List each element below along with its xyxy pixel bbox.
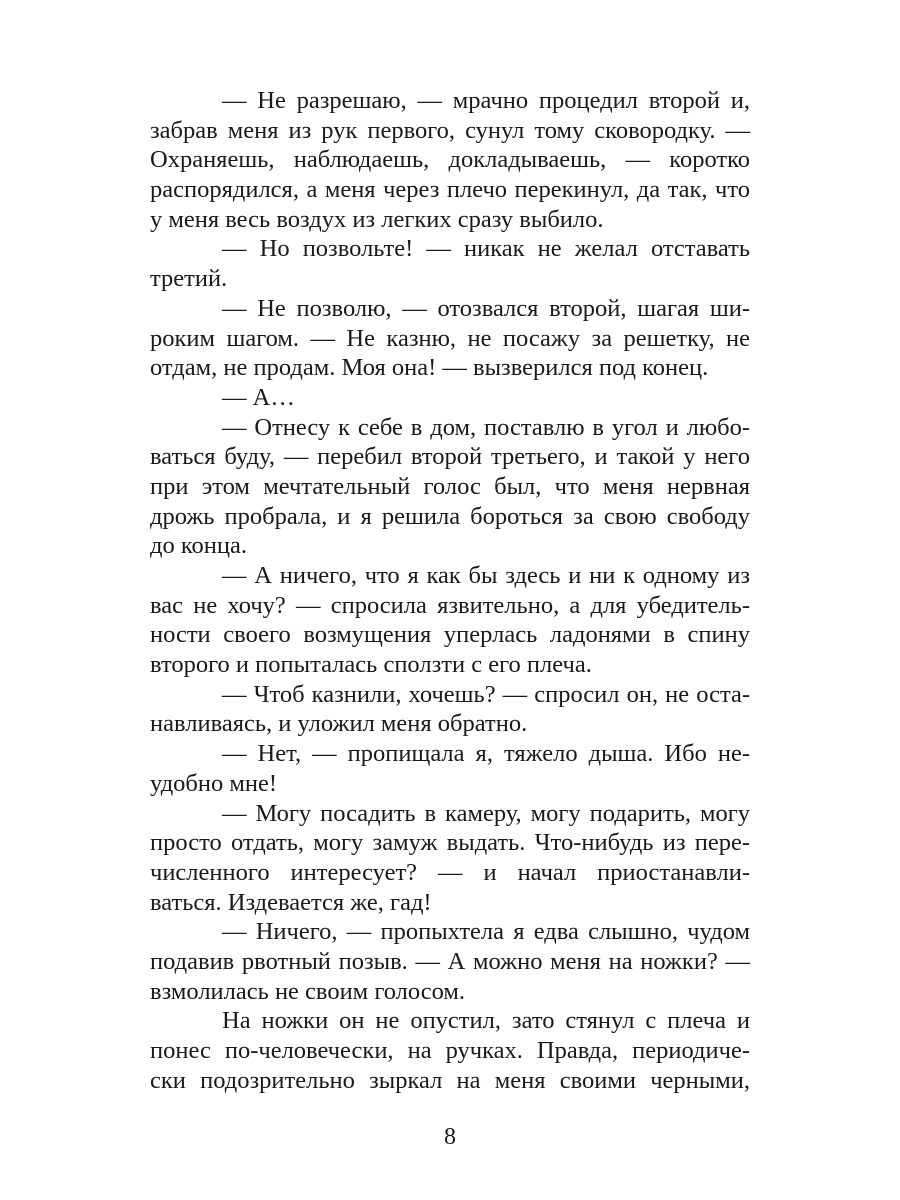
text-line: удобно мне! (150, 769, 278, 797)
text-line: забрав меня из рук первого, сунул тому сковородку. — (150, 116, 750, 144)
text-line: дрожь пробрала, и я решила бороться за свою свободу (150, 502, 750, 530)
text-line: — А… (222, 383, 295, 411)
text-line: На ножки он не опустил, зато стянул с плеча и (222, 1007, 750, 1035)
text-line: у меня весь воздух из легких сразу выбило. (150, 205, 604, 233)
text-line: — А ничего, что я как бы здесь и ни к одному из (222, 562, 750, 589)
text-line: до конца. (150, 532, 247, 560)
text-line: ски подозрительно зыркал на меня своими черными, (150, 1066, 750, 1094)
text-line: — Отнесу к себе в дом, поставлю в угол и любо- (222, 413, 750, 441)
text-line: — Не разрешаю, — мрачно процедил второй и, (222, 87, 750, 114)
text-line: понес по-человечески, на ручках. Правда, периодиче- (150, 1037, 750, 1064)
text-line: численного интересует? — и начал приостанавли- (150, 858, 750, 886)
text-line: роким шагом. — Не казню, не посажу за решетку, не (150, 324, 750, 352)
text-line: — Могу посадить в камеру, могу подарить, могу (222, 799, 750, 827)
text-line: ности своего возмущения уперлась ладонями в спину (150, 621, 750, 649)
text-line: ваться. Издевается же, гад! (150, 888, 432, 916)
text-line: — Но позвольте! — никак не желал отставать (222, 235, 750, 263)
text-line: третий. (150, 265, 228, 293)
page-body-text (150, 86, 750, 1095)
text-line: вас не хочу? — спросила язвительно, а для убедитель- (150, 591, 750, 619)
text-line: при этом мечтательный голос был, что меня нервная (150, 472, 750, 500)
text-line: отдам, не продам. Моя она! — вызверился под конец. (150, 354, 709, 382)
text-line: взмолилась не своим голосом. (150, 977, 466, 1005)
text-line: просто отдать, могу замуж выдать. Что-нибудь из пере- (150, 829, 750, 857)
text-line: — Ничего, — пропыхтела я едва слышно, чудом (222, 918, 750, 946)
page-number: 8 (444, 1124, 456, 1150)
text-line: — Нет, — пропищала я, тяжело дыша. Ибо не- (222, 740, 750, 768)
text-line: подавив рвотный позыв. — А можно меня на ножки? — (150, 947, 750, 975)
text-line: — Чтоб казнили, хочешь? — спросил он, не оста- (222, 680, 750, 708)
text-line: ваться буду, — перебил второй третьего, и такой у него (150, 443, 750, 471)
text-line: Охраняешь, наблюдаешь, докладываешь, — коротко (150, 146, 750, 174)
text-line: распорядился, а меня через плечо перекинул, да так, что (150, 176, 750, 204)
text-line: — Не позволю, — отозвался второй, шагая ши- (222, 294, 750, 322)
text-line: второго и попыталась сползти с его плеча. (150, 651, 592, 679)
text-line: навливаясь, и уложил меня обратно. (150, 710, 528, 738)
